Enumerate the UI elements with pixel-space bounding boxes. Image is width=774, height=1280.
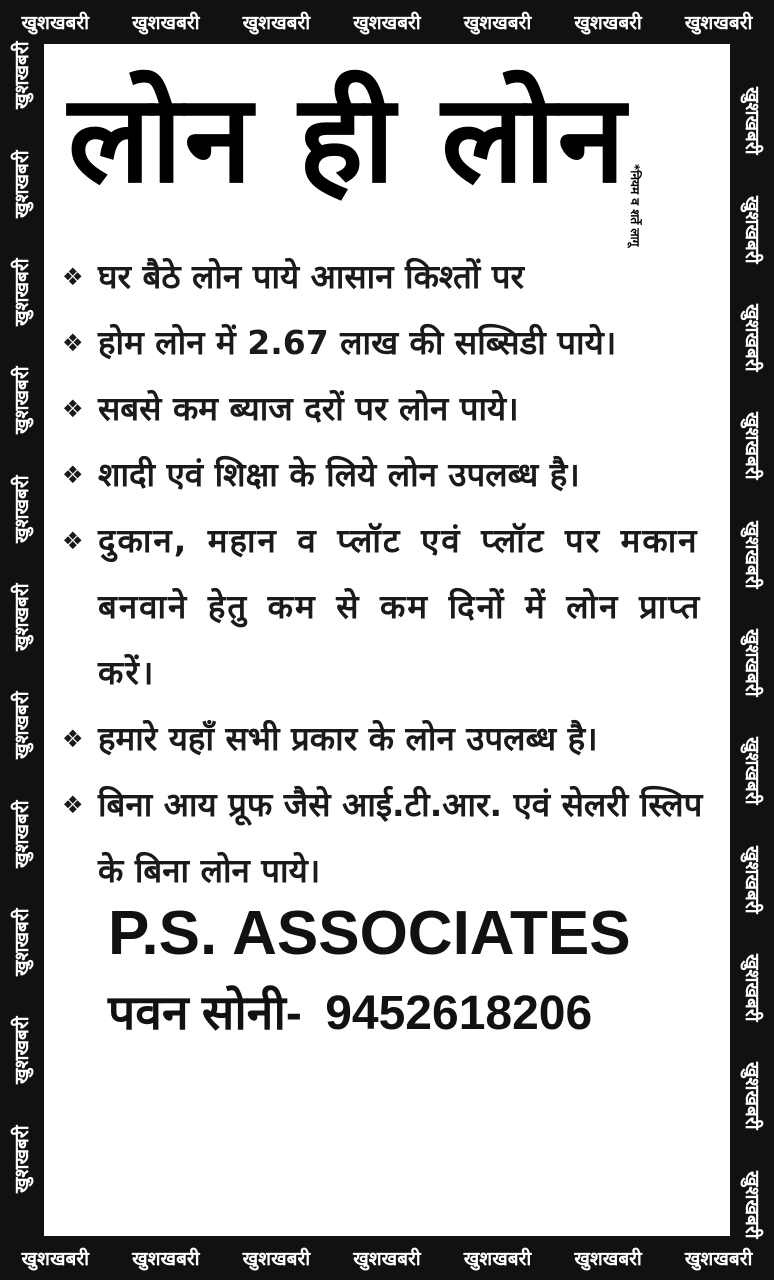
border-word: खुशखबरी — [741, 412, 763, 480]
border-word: खुशखबरी — [11, 1125, 33, 1193]
border-word: खुशखबरी — [132, 1248, 200, 1270]
feature-text: होम लोन में 2.67 लाख की सब्सिडी पाये। — [98, 323, 617, 362]
border-word: खुशखबरी — [574, 12, 642, 34]
border-word: खुशखबरी — [741, 628, 763, 697]
feature-text: शादी एवं शिक्षा के लिये लोन उपलब्ध है। — [98, 455, 580, 494]
contact-line — [108, 979, 592, 1049]
diamond-bullet-icon: ❖ — [62, 527, 86, 555]
feature-text: बिना आय प्रूफ जैसे आई.टी.आर. एवं सेलरी स्लिप के बिना लोन पाये। — [98, 785, 703, 890]
border-word: खुशखबरी — [741, 1170, 763, 1239]
feature-text: सबसे कम ब्याज दरों पर लोन पाये। — [98, 389, 519, 428]
feature-text: हमारे यहाँ सभी प्रकार के लोन उपलब्ध है। — [98, 719, 598, 758]
border-word: खुशखबरी — [463, 12, 532, 34]
border-word: खुशखबरी — [684, 12, 753, 34]
border-word: खुशखबरी — [11, 800, 33, 868]
border-word: खुशखबरी — [11, 475, 33, 543]
phone-number[interactable]: 9452618206 — [325, 987, 593, 1040]
border-word: खुशखबरी — [741, 303, 763, 372]
feature-item — [62, 310, 722, 376]
company-name: P.S. ASSOCIATES — [108, 899, 631, 968]
terms-note: *नियम व शर्ते लागू — [628, 164, 642, 247]
feature-item — [62, 772, 722, 904]
border-word: खुशखबरी — [741, 520, 763, 589]
border-word: खुशखबरी — [242, 1248, 311, 1270]
diamond-bullet-icon: ❖ — [62, 263, 84, 291]
feature-item — [62, 376, 722, 442]
border-right — [730, 44, 774, 1239]
border-word: खुशखबरी — [741, 87, 763, 155]
diamond-bullet-icon: ❖ — [62, 461, 84, 489]
border-word: खुशखबरी — [463, 1248, 532, 1270]
border-word: खुशखबरी — [741, 195, 763, 264]
feature-item — [62, 508, 722, 706]
diamond-bullet-icon: ❖ — [62, 725, 84, 753]
feature-text: घर बैठे लोन पाये आसान किश्तों पर — [98, 257, 525, 296]
border-word: खुशखबरी — [11, 258, 33, 326]
border-word: खुशखबरी — [741, 954, 763, 1022]
border-word: खुशखबरी — [741, 845, 763, 914]
border-top — [0, 0, 774, 44]
feature-item — [62, 244, 722, 310]
feature-text: दुकान, महान व प्लॉट एवं प्लॉट पर मकान बनवाने हेतु कम से कम दिनों में लोन प्राप्त करें। — [98, 521, 702, 692]
border-word: खुशखबरी — [353, 1248, 421, 1270]
diamond-bullet-icon: ❖ — [62, 791, 84, 819]
content-panel — [44, 44, 730, 1236]
border-word: खुशखबरी — [21, 12, 90, 34]
diamond-bullet-icon: ❖ — [62, 329, 84, 357]
feature-item — [62, 442, 722, 508]
border-word: खुशखबरी — [11, 691, 33, 760]
border-word: खुशखबरी — [21, 1248, 90, 1270]
feature-item — [62, 706, 722, 772]
border-bottom — [0, 1236, 774, 1280]
diamond-bullet-icon: ❖ — [62, 395, 84, 423]
border-word: खुशखबरी — [741, 737, 763, 805]
border-word: खुशखबरी — [11, 149, 33, 218]
border-word: खुशखबरी — [684, 1248, 753, 1270]
border-left — [0, 41, 44, 1236]
border-word: खुशखबरी — [11, 41, 33, 110]
contact-name: पवन सोनी- — [108, 987, 302, 1040]
border-word: खुशखबरी — [11, 366, 33, 435]
headline: लोन ही लोन — [68, 68, 628, 210]
border-word: खुशखबरी — [132, 12, 200, 34]
border-word: खुशखबरी — [11, 908, 33, 977]
border-word: खुशखबरी — [242, 12, 311, 34]
border-word: खुशखबरी — [353, 12, 421, 34]
border-word: खुशखबरी — [741, 1062, 763, 1130]
border-word: खुशखबरी — [11, 583, 33, 651]
border-word: खुशखबरी — [11, 1016, 33, 1085]
border-word: खुशखबरी — [574, 1248, 642, 1270]
feature-list — [62, 244, 722, 904]
